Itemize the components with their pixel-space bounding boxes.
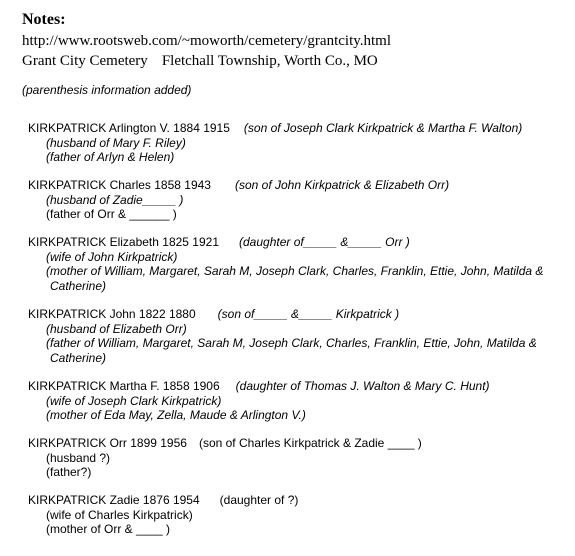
entry-spouse: (husband ?) (46, 450, 111, 465)
entry-children: (father?) (46, 465, 92, 480)
entry-spouse: (wife of Charles Kirkpatrick) (46, 507, 193, 522)
entry-name: KIRKPATRICK John 1822 1880 (28, 307, 196, 321)
entry-orr (28, 436, 568, 480)
entry-head-line (28, 121, 568, 136)
entry-elizabeth (28, 235, 568, 293)
entry-zadie (28, 493, 568, 537)
entry-name: KIRKPATRICK Martha F. 1858 1906 (28, 379, 220, 393)
entry-martha (28, 379, 568, 423)
entry-head-line (28, 493, 568, 508)
parenthesis-note: (parenthesis information added) (22, 83, 192, 97)
entry-name: KIRKPATRICK Elizabeth 1825 1921 (28, 235, 219, 249)
entry-children: (mother of Orr & ____ ) (46, 522, 171, 537)
entry-children: (father of William, Margaret, Sarah M, Joseph Clark, Charles, Franklin, Ettie, John, Matilda & Catherine) (46, 336, 537, 365)
entry-children: (mother of William, Margaret, Sarah M, Joseph Clark, Charles, Franklin, Ettie, John, Matilda & Catherine) (46, 264, 544, 293)
cemetery-location: Fletchall Township, Worth Co., MO (161, 53, 378, 69)
entry-relation: (daughter of ?) (219, 493, 299, 507)
entry-name: KIRKPATRICK Orr 1899 1956 (28, 436, 187, 450)
notes-title: Notes: (22, 11, 66, 28)
entry-head-line (28, 307, 568, 322)
entry-relation: (daughter of Thomas J. Walton & Mary C. Hunt) (235, 379, 490, 393)
entry-name: KIRKPATRICK Zadie 1876 1954 (28, 493, 200, 507)
entry-relation: (son of Joseph Clark Kirkpatrick & Martha F. Walton) (243, 121, 523, 135)
entry-spouse: (wife of John Kirkpatrick) (46, 249, 178, 264)
cemetery-line (22, 53, 378, 70)
source-url: http://www.rootsweb.com/~moworth/cemetery/grantcity.html (22, 33, 392, 49)
entry-relation: (son of John Kirkpatrick & Elizabeth Orr) (234, 178, 450, 192)
entry-children: (father of Orr & ______ ) (46, 207, 177, 222)
entry-head-line (28, 379, 568, 394)
entry-spouse: (husband of Mary F. Riley) (46, 135, 186, 150)
entry-arlington (28, 121, 568, 165)
entry-name: KIRKPATRICK Charles 1858 1943 (28, 178, 211, 192)
entry-relation: (son of_____ &_____ Kirkpatrick ) (217, 307, 400, 321)
entry-head-line (28, 436, 568, 451)
entry-spouse: (wife of Joseph Clark Kirkpatrick) (46, 393, 222, 408)
entry-name: KIRKPATRICK Arlington V. 1884 1915 (28, 121, 230, 135)
entry-charles (28, 178, 568, 222)
entry-spouse: (husband of Elizabeth Orr) (46, 321, 187, 336)
cemetery-name: Grant City Cemetery (22, 53, 148, 69)
entry-head-line (28, 235, 568, 250)
entry-head-line (28, 178, 568, 193)
entry-relation: (son of Charles Kirkpatrick & Zadie ____ ) (198, 436, 422, 450)
entry-relation: (daughter of_____ &_____ Orr ) (239, 235, 410, 249)
entry-children: (father of Arlyn & Helen) (46, 150, 175, 165)
entry-john (28, 307, 568, 365)
entry-spouse: (husband of Zadie_____ ) (46, 192, 184, 207)
entry-children: (mother of Eda May, Zella, Maude & Arlington V.) (46, 408, 306, 423)
